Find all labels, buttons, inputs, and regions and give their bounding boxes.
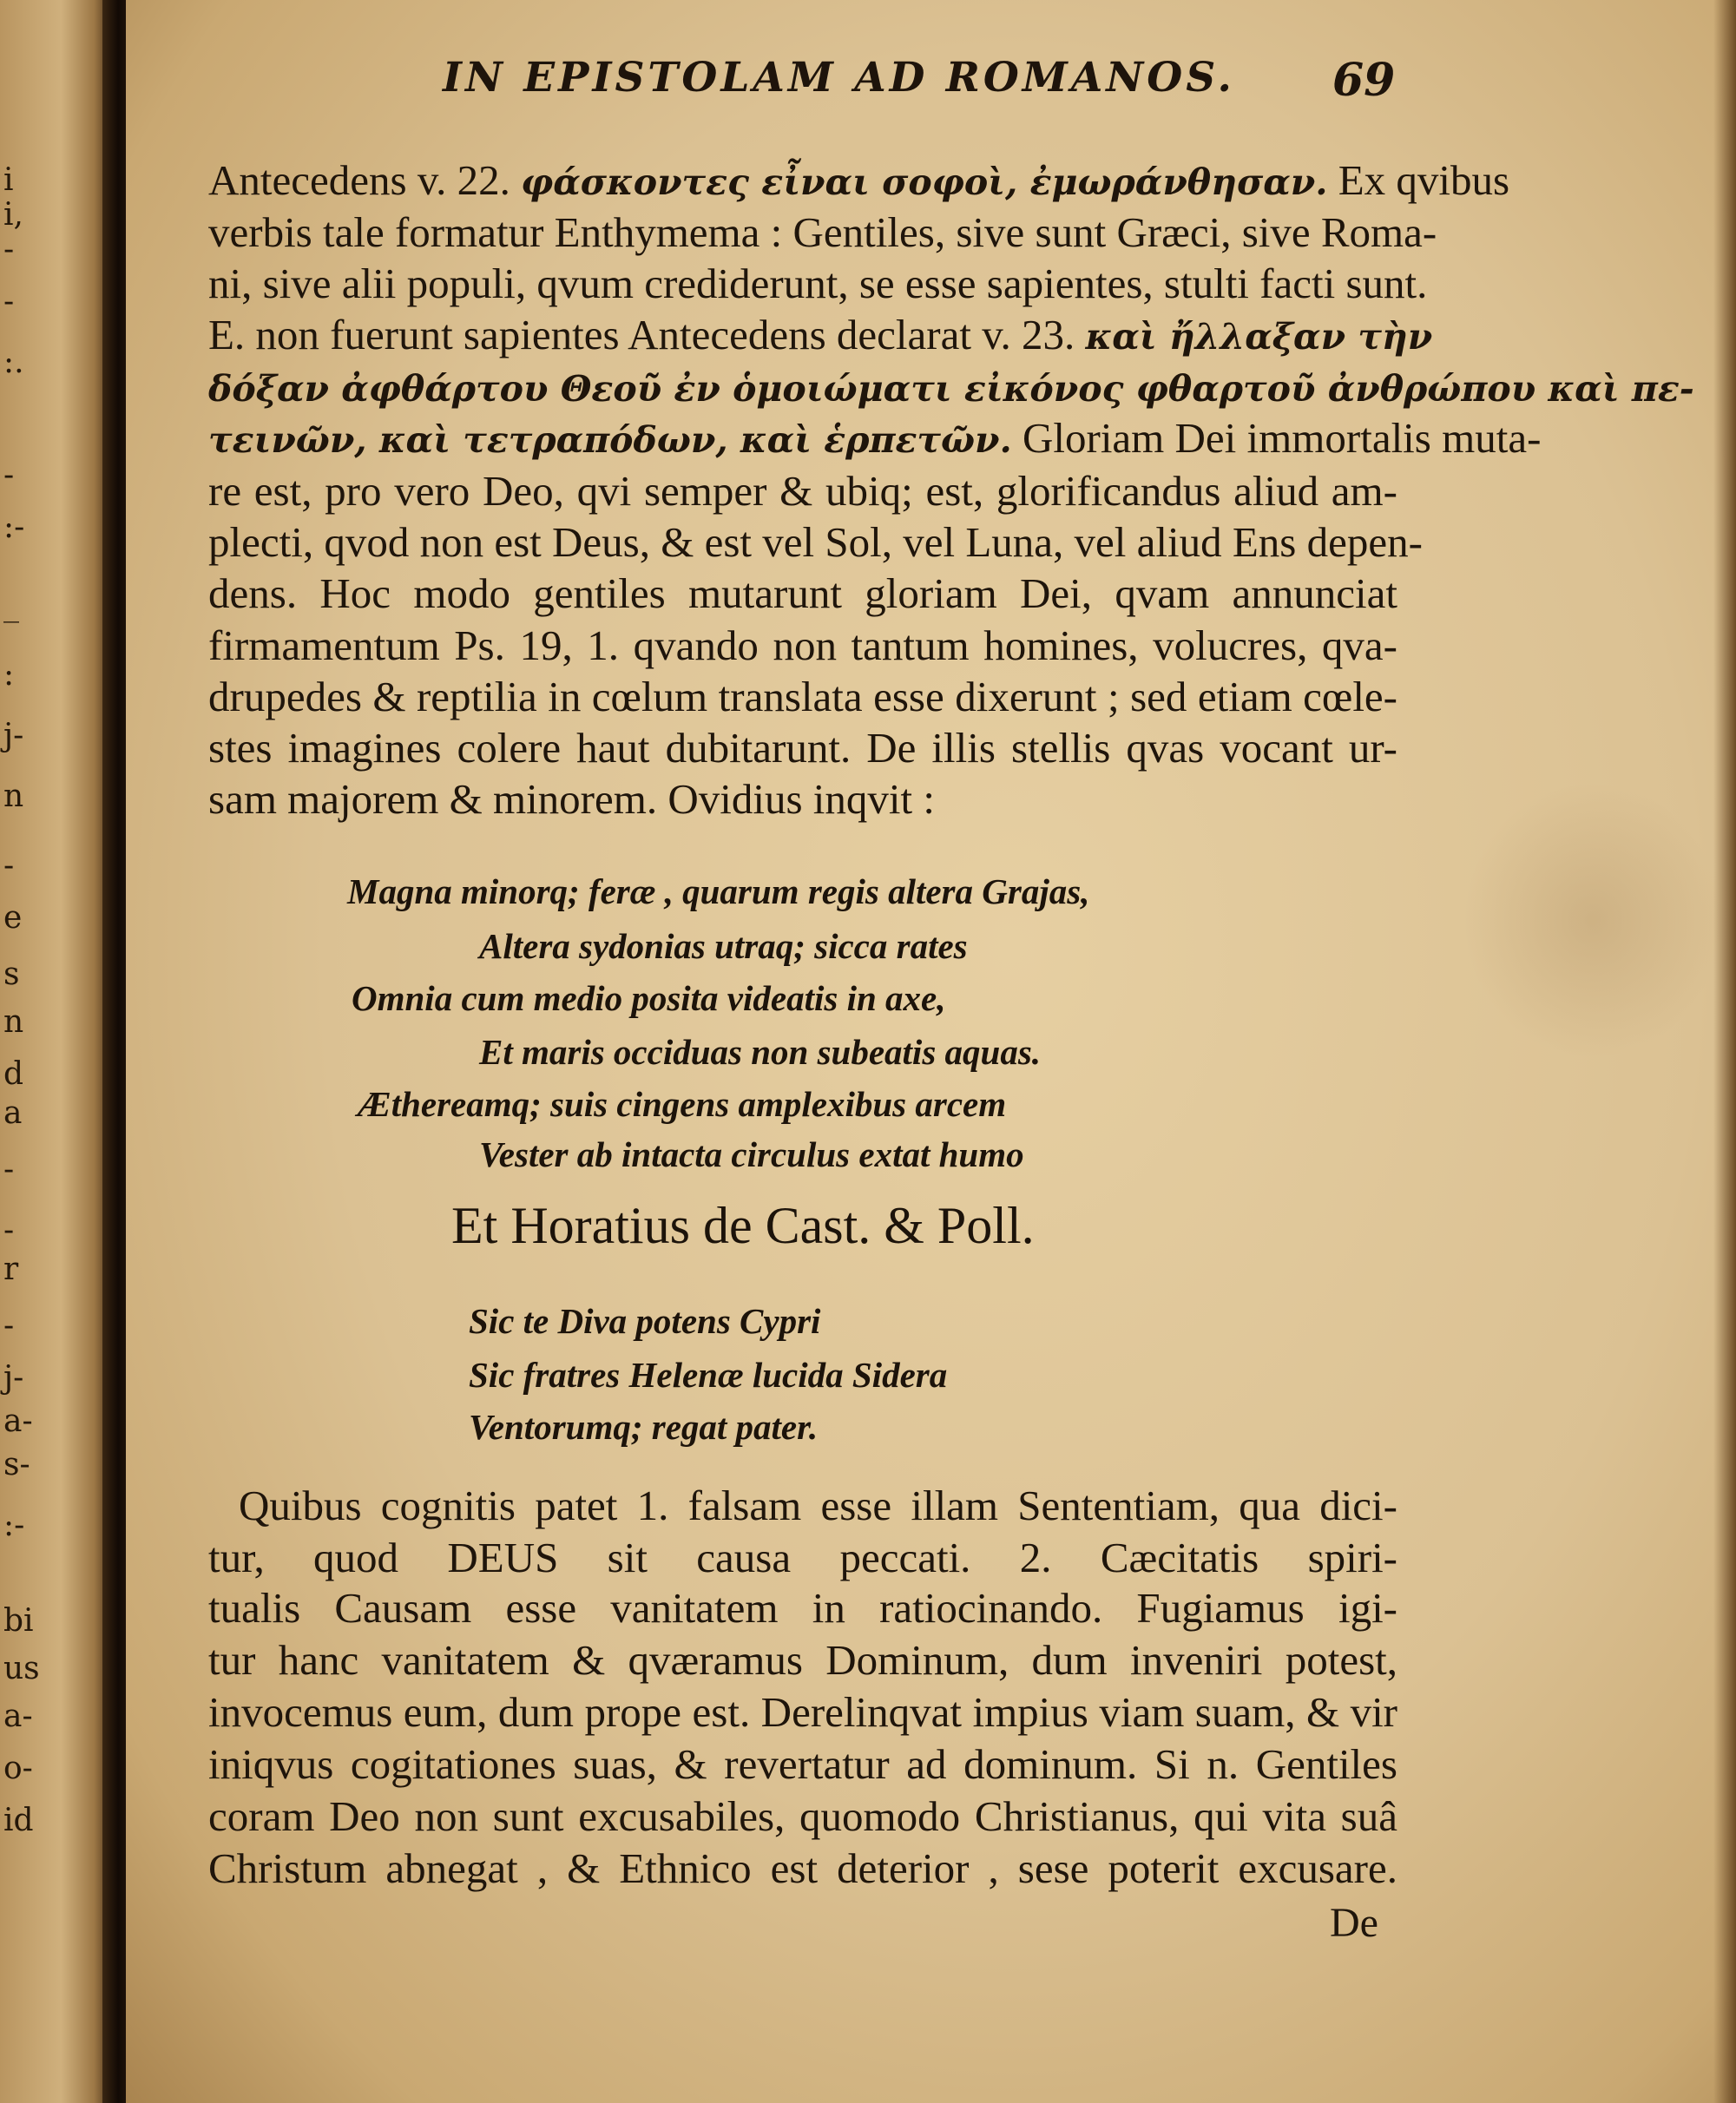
- verse-line: Magna minorq; feræ , quarum regis altera Grajas,: [347, 871, 1090, 911]
- facing-page-edge: [0, 0, 111, 2103]
- text-line: tualis Causam esse vanitatem in ratiocinando. Fugiamus igi-: [208, 1584, 1397, 1632]
- text-line: iniqvus cogitationes suas, & revertatur ad dominum. Si n. Gentiles: [208, 1740, 1397, 1788]
- text-line: plecti, qvod non est Deus, & est vel Sol, vel Luna, vel aliud Ens depen-: [208, 518, 1423, 566]
- facing-page-fragment: -: [3, 284, 15, 319]
- text-line: [208, 365, 1694, 410]
- facing-page-fragment: _: [3, 588, 19, 623]
- text-line: ni, sive alii populi, qvum crediderunt, se esse sapientes, stulti facti sunt.: [208, 260, 1428, 307]
- paper-stain: [1463, 781, 1723, 1059]
- facing-page-fragment: a-: [3, 1699, 33, 1734]
- text-segment: Gloriam Dei immortalis muta-: [1011, 414, 1542, 462]
- text-line: [208, 156, 1510, 204]
- facing-page-fragment: :-: [3, 509, 25, 545]
- facing-page-fragment: -: [3, 457, 15, 493]
- verse-line: Sic te Diva potens Cypri: [469, 1301, 821, 1341]
- text-line: invocemus eum, dum prope est. Derelinqvat impius viam suam, & vir: [208, 1688, 1397, 1736]
- text-line: Christum abnegat , & Ethnico est deterior , sese poterit excusare.: [208, 1844, 1397, 1892]
- facing-page-fragment: -: [3, 1308, 15, 1344]
- facing-page-fragment: us: [3, 1651, 40, 1686]
- text-line: firmamentum Ps. 19, 1. qvando non tantum homines, volucres, qva-: [208, 621, 1397, 669]
- facing-page-fragment: o-: [3, 1751, 33, 1786]
- text-line: tur, quod DEUS sit causa peccati. 2. Cæcitatis spiri-: [208, 1534, 1397, 1581]
- text-line: drupedes & reptilia in cœlum translata esse dixerunt ; sed etiam cœle-: [208, 673, 1397, 720]
- facing-page-fragment: j-: [3, 1360, 24, 1396]
- text-line: re est, pro vero Deo, qvi semper & ubiq; est, glorificandus aliud am-: [208, 467, 1397, 515]
- page-edge-shadow: [1713, 0, 1736, 2103]
- text-line: dens. Hoc modo gentiles mutarunt gloriam Dei, qvam annunciat: [208, 569, 1397, 617]
- text-line: sam majorem & minorem. Ovidius inqvit :: [208, 775, 935, 823]
- text-line: stes imagines colere haut dubitarunt. De illis stellis qvas vocant ur-: [208, 724, 1397, 772]
- text-line: Quibus cognitis patet 1. falsam esse illam Sententiam, qua dici-: [239, 1482, 1397, 1529]
- horace-heading: Et Horatius de Cast. & Poll.: [451, 1197, 1035, 1254]
- text-line: [208, 311, 1433, 358]
- greek-quotation: δόξαν ἀφθάρτου Θεοῦ ἐν ὁμοιώματι εἰκόνος φθαρτοῦ ἀνθρώπου καὶ πε-: [208, 368, 1694, 410]
- facing-page-fragment: j-: [3, 718, 24, 753]
- facing-page-fragment: r: [3, 1252, 19, 1287]
- facing-page-fragment: e: [3, 900, 23, 936]
- verse-line: Æthereamq; suis cingens amplexibus arcem: [358, 1084, 1007, 1124]
- facing-page-fragment: :: [3, 657, 15, 693]
- text-segment: Antecedens v. 22.: [208, 156, 522, 204]
- facing-page-fragment: s: [3, 956, 20, 992]
- facing-page-fragment: :-: [3, 1508, 25, 1543]
- text-segment: Ex qvibus: [1327, 156, 1510, 204]
- page-number: 69: [1332, 54, 1396, 107]
- facing-page-fragment: -: [3, 232, 15, 267]
- facing-page-fragment: bi: [3, 1603, 34, 1639]
- verse-line: Ventorumq; regat pater.: [469, 1407, 819, 1447]
- text-line: verbis tale formatur Enthymema : Gentiles, sive sunt Græci, sive Roma-: [208, 208, 1437, 256]
- facing-page-fragment: :.: [3, 345, 24, 380]
- facing-page-fragment: -: [3, 1152, 15, 1187]
- facing-page-fragment: -: [3, 1213, 15, 1248]
- verse-line: Sic fratres Helenæ lucida Sidera: [469, 1355, 948, 1395]
- running-head: IN EPISTOLAM AD ROMANOS.: [443, 54, 1235, 102]
- greek-quotation: καὶ ἤλλαξαν τὴν: [1085, 316, 1433, 358]
- facing-page-fragment: d: [3, 1056, 24, 1092]
- facing-page-fragment: -: [3, 848, 15, 884]
- facing-page-fragment: i,: [3, 197, 23, 233]
- text-line: [208, 414, 1542, 462]
- verse-line: Et maris occiduas non subeatis aquas.: [479, 1032, 1042, 1072]
- facing-page-fragment: a-: [3, 1403, 33, 1439]
- greek-quotation: τεινῶν, καὶ τετραπόδων, καὶ ἑρπετῶν.: [208, 419, 1012, 461]
- catchword: De: [1330, 1900, 1378, 1946]
- verse-line: Omnia cum medio posita videatis in axe,: [352, 978, 946, 1018]
- verse-line: Vester ab intacta circulus extat humo: [479, 1134, 1024, 1174]
- verse-line: Altera sydonias utraq; sicca rates: [479, 926, 968, 966]
- facing-page-fragment: a: [3, 1095, 23, 1131]
- facing-page-fragment: i: [3, 162, 14, 198]
- text-line: coram Deo non sunt excusabiles, quomodo Christianus, qui vita suâ: [208, 1792, 1397, 1840]
- text-line: tur hanc vanitatem & qværamus Dominum, dum inveniri potest,: [208, 1636, 1397, 1684]
- facing-page-fragment: id: [3, 1803, 34, 1838]
- facing-page-fragment: n: [3, 779, 24, 814]
- text-segment: E. non fuerunt sapientes Antecedens declarat v. 23.: [208, 311, 1086, 358]
- greek-quotation: φάσκοντες εἶναι σοφοὶ, ἐμωράνθησαν.: [521, 161, 1328, 203]
- facing-page-fragment: n: [3, 1004, 24, 1040]
- facing-page-fragment: s-: [3, 1447, 30, 1482]
